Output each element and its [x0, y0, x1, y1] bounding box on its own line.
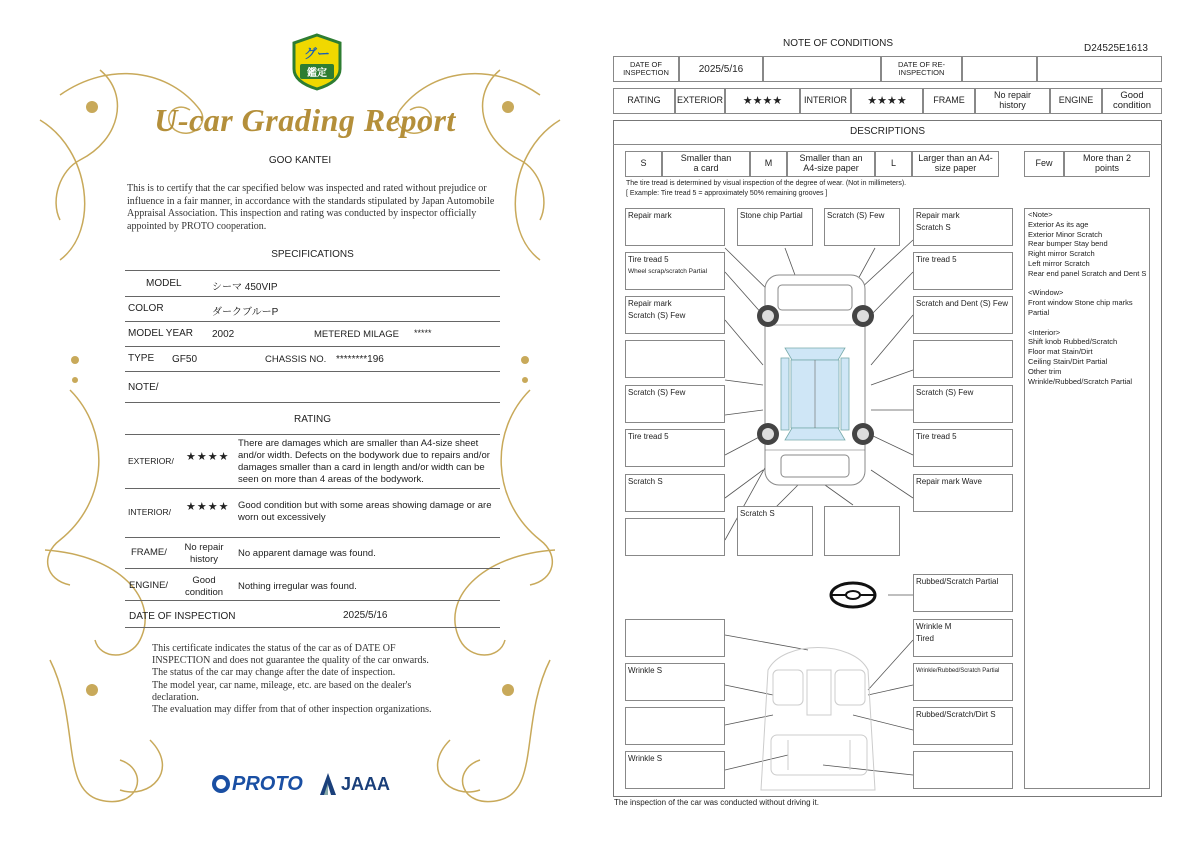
condition-text: Scratch (S) Few: [628, 388, 686, 397]
jaaa-logo-icon: [318, 771, 338, 797]
badge-bottom-text: 鑑定: [300, 64, 334, 79]
condition-text: Scratch (S) Few: [827, 211, 885, 220]
note-line: Exterior Minor Scratch: [1028, 229, 1103, 239]
note-line: [1028, 318, 1148, 328]
proto-logo: [212, 770, 303, 798]
note-line: [1028, 279, 1148, 289]
jaaa-logo: [318, 770, 390, 798]
spec-color-label: COLOR: [128, 303, 164, 314]
note-line: Floor mat Stain/Dirt: [1028, 347, 1093, 357]
condition-text: Scratch S: [916, 223, 951, 232]
interior-label: INTERIOR/: [128, 507, 171, 517]
goo-kantei-badge: [290, 33, 344, 91]
note-line: <Interior>: [1028, 327, 1061, 337]
condition-text: Wrinkle S: [628, 666, 663, 675]
condition-text: Rubbed/Scratch Partial: [916, 577, 999, 586]
condition-box: [625, 518, 725, 556]
date-value: 2025/5/16: [343, 610, 388, 621]
condition-text: Wrinkle/Rubbed/Scratch Partial: [916, 668, 1000, 674]
badge-top-text: グー: [303, 46, 330, 61]
doc-id: D24525E1613: [1084, 43, 1148, 54]
condition-text: Tire tread 5: [916, 432, 957, 441]
note-line: Right mirror Scratch: [1028, 249, 1095, 259]
noc-title: NOTE OF CONDITIONS: [783, 38, 893, 49]
condition-box: [625, 340, 725, 378]
exterior-stars: ★★★★: [186, 451, 230, 463]
frame-desc: No apparent damage was found.: [238, 548, 376, 559]
rating-label: RATING: [613, 88, 675, 114]
footer-line: The status of the car may change after the date of inspection.: [152, 667, 396, 679]
date-inspection-label: DATE OF INSPECTION: [613, 56, 679, 82]
condition-text: Scratch (S) Few: [916, 388, 974, 397]
interior-label: INTERIOR: [800, 88, 851, 114]
note-line: <Window>: [1028, 288, 1064, 298]
legend-m-code: M: [750, 151, 787, 177]
condition-text: Repair mark: [628, 299, 672, 308]
exterior-stars: ★★★★: [725, 88, 800, 114]
footer-line: declaration.: [152, 691, 199, 703]
condition-text: Scratch (S) Few: [628, 311, 686, 320]
frame-label: FRAME/: [131, 547, 167, 558]
report-title: U-car Grading Report: [154, 102, 456, 138]
tire-note-2: [ Example: Tire tread 5 = approximately 50% remaining grooves ]: [626, 190, 828, 197]
interior-stars: ★★★★: [186, 501, 230, 513]
note-line: Other trim: [1028, 366, 1062, 376]
note-line: Rear end panel Scratch and Dent S: [1028, 268, 1147, 278]
spec-color-value: ダークブルーP: [212, 307, 279, 318]
empty-cell: [962, 56, 1037, 82]
condition-text: Scratch S: [740, 509, 775, 518]
spec-model-label: MODEL: [146, 278, 182, 289]
legend-few-text: More than 2 points: [1064, 151, 1150, 177]
steering-wheel-icon: [831, 583, 875, 607]
engine-label: ENGINE/: [129, 580, 169, 591]
frame-label: FRAME: [923, 88, 975, 114]
footer-line: The model year, car name, mileage, etc. are based on the dealer's: [152, 679, 412, 691]
frame-value: No repair history: [184, 542, 224, 565]
proto-logo-text: PROTO: [232, 772, 303, 795]
condition-text: Repair mark: [916, 211, 960, 220]
footer-line: INSPECTION and does not guarantee the quality of the car onwards.: [152, 655, 429, 667]
note-line: Ceiling Stain/Dirt Partial: [1028, 356, 1108, 366]
exterior-desc: There are damages which are smaller than A4-size sheet and/or width. Defects on the bodywork due to repairs and/or damages smaller than a card in length and/or width can be seen on more than 4 areas of the bodywork.: [238, 438, 490, 485]
legend-m-text: Smaller than an A4-size paper: [787, 151, 875, 177]
condition-text: Scratch S: [628, 477, 663, 486]
frame-value: No repair history: [975, 88, 1050, 114]
descriptions-heading: DESCRIPTIONS: [849, 126, 925, 137]
condition-text: Wrinkle S: [628, 754, 663, 763]
proto-logo-icon: [212, 775, 230, 793]
interior-desc: Good condition but with some areas showing damage or are worn out excessively: [238, 500, 492, 523]
tire-note-1: The tire tread is determined by visual inspection of the degree of wear. (Not in millimeters).: [626, 180, 907, 187]
empty-cell: [1037, 56, 1162, 82]
engine-label: ENGINE: [1050, 88, 1102, 114]
exterior-label: EXTERIOR: [675, 88, 725, 114]
spec-note-label: NOTE/: [128, 382, 159, 393]
condition-text: Stone chip Partial: [740, 211, 803, 220]
spec-year-value: 2002: [212, 329, 235, 340]
note-line: Rear bumper Stay bend: [1028, 239, 1108, 249]
note-line: Front window Stone chip marks Partial: [1028, 298, 1133, 317]
certify-text: This is to certify that the car specified below was inspected and rated without prejudice or influence in a fair manner, in accordance with the standards stipulated by Japan Automobile Appraisal Association. This inspection and rating was conducted by inspector officially appointed by PROTO cooperation.: [127, 183, 495, 232]
legend-s-text: Smaller than a card: [662, 151, 750, 177]
spec-heading: SPECIFICATIONS: [271, 249, 354, 260]
spec-type-label: TYPE: [128, 353, 155, 364]
jaaa-logo-text: JAAA: [341, 773, 391, 794]
footer-text: [152, 643, 482, 716]
condition-text: Repair mark: [628, 211, 672, 220]
date-inspection-value: 2025/5/16: [679, 56, 763, 82]
note-line: Left mirror Scratch: [1028, 258, 1090, 268]
condition-text: Repair mark Wave: [916, 477, 982, 486]
spec-chassis-label: CHASSIS NO.: [265, 354, 327, 365]
date-label: DATE OF INSPECTION: [129, 611, 236, 622]
note-line: Wrinkle/Rubbed/Scratch Partial: [1028, 376, 1133, 386]
engine-value: Good condition: [184, 575, 224, 598]
condition-text: Tire tread 5: [628, 255, 669, 264]
legend-l-text: Larger than an A4-size paper: [912, 151, 999, 177]
footer-line: The evaluation may differ from that of other inspection organizations.: [152, 704, 432, 716]
condition-text: Tire tread 5: [916, 255, 957, 264]
condition-box: [625, 619, 725, 657]
condition-box: [913, 751, 1013, 789]
empty-cell: [763, 56, 881, 82]
rating-heading: RATING: [293, 414, 332, 425]
condition-box: [824, 506, 900, 556]
condition-text: Tire tread 5: [628, 432, 669, 441]
legend-few-code: Few: [1024, 151, 1064, 177]
footer-line: This certificate indicates the status of the car as of DATE OF: [152, 643, 396, 654]
reinspection-label: DATE OF RE-INSPECTION: [881, 56, 962, 82]
engine-desc: Nothing irregular was found.: [238, 581, 357, 592]
spec-chassis-value: ********196: [336, 354, 384, 365]
condition-text: Scratch and Dent (S) Few: [916, 299, 1009, 308]
condition-text: Wheel scrap/scratch Partial: [628, 268, 708, 275]
condition-text: Rubbed/Scratch/Dirt S: [916, 710, 996, 719]
notes-text: [1028, 210, 1148, 386]
spec-mileage-label: METERED MILAGE: [314, 329, 399, 340]
spec-type-value: GF50: [172, 354, 198, 365]
note-line: <Note>: [1028, 210, 1053, 219]
condition-text: Wrinkle M: [916, 622, 952, 631]
condition-box: [913, 340, 1013, 378]
interior-stars: ★★★★: [851, 88, 923, 114]
note-line: Exterior As its age: [1028, 219, 1089, 229]
spec-model-value: シーマ 450VIP: [212, 282, 278, 293]
report-subtitle: GOO KANTEI: [268, 155, 332, 166]
note-of-conditions-panel: [600, 0, 1200, 848]
legend-l-code: L: [875, 151, 912, 177]
legend-s-code: S: [625, 151, 662, 177]
footer-note: The inspection of the car was conducted without driving it.: [614, 798, 819, 807]
condition-box: [625, 707, 725, 745]
spec-mileage-value: *****: [414, 328, 432, 338]
spec-year-label: MODEL YEAR: [128, 328, 194, 339]
note-line: Shift knob Rubbed/Scratch: [1028, 337, 1118, 347]
engine-value: Good condition: [1102, 88, 1162, 114]
exterior-label: EXTERIOR/: [128, 456, 174, 466]
condition-text: Tired: [916, 634, 934, 643]
